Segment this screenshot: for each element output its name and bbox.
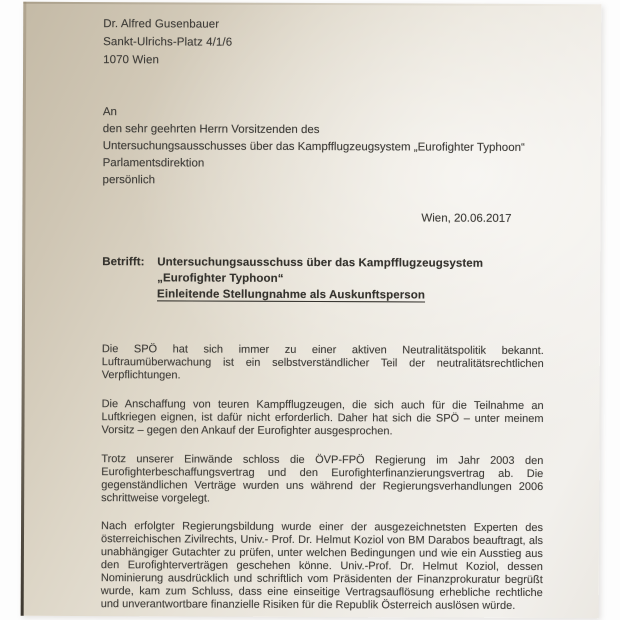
subject-lines — [157, 254, 483, 303]
letter-content — [21, 2, 602, 619]
recipient-line-personal: persönlich — [102, 174, 156, 187]
recipient-line-committee: Untersuchungsausschusses über das Kampfflugzeugsystem „Eurofighter Typhoon“ — [102, 140, 525, 154]
recipient-line-direction: Parlamentsdirektion — [102, 157, 205, 170]
body-paragraph-2: Die Anschaffung von teuren Kampfflugzeugen, die sich auch für die Teilnahme an Luftkriegen eignen, ist dafür nicht erforderlich. Daher hat sich die SPÖ – unter meinem Vorsitz – gegen den Ankauf der Eurofighter ausgesprochen. — [101, 398, 544, 438]
sender-line-street: Sankt-Ulrichs-Platz 4/1/6 — [103, 36, 233, 49]
sender-line-name: Dr. Alfred Gusenbauer — [103, 18, 220, 31]
recipient-line-chairman: den sehr geehrten Herrn Vorsitzenden des — [102, 123, 320, 137]
subject-line-committee: Untersuchungsausschuss über das Kampfflugzeugsystem — [157, 256, 484, 270]
sender-line-city: 1070 Wien — [103, 54, 160, 67]
subject-label: Betrifft: — [102, 256, 145, 269]
recipient-line-an: An — [102, 106, 117, 119]
body-paragraph-4: Nach erfolgter Regierungsbildung wurde einer der ausgezeichnetsten Experten des österreichischen Zivilrechts, Univ.- Prof. Dr. Helmut Koziol von BM Darabos beauftragt, als unabhängiger Gutachter zu prüfen, unter welchen Bedingungen und wie ein Ausstieg aus den Eurofighterverträgen geschehen könne. Univ.-Prof. Dr. Helmut Koziol, dessen Nominierung ausdrücklich und schriftlich vom Präsidenten der Finanzprokuratur begrüßt wurde, kam zum Schluss, dass eine einseitige Vertragsauflösung erhebliche rechtliche und unverantwortbare finanzielle Risiken für die Republik Österreich auslösen würde. — [100, 520, 544, 612]
body-paragraph-3: Trotz unserer Einwände schloss die ÖVP-FPÖ Regierung im Jahr 2003 den Eurofighterbeschaffungsvertrag und den Eurofighterfinanzierungsvertrag ab. Die gegenständlichen Verträge wurden uns während der Regierungsverhandlungen 2006 schrittweise vorgelegt. — [101, 453, 544, 505]
date-line: Wien, 20.06.2017 — [421, 212, 512, 225]
body-paragraph-1: Die SPÖ hat sich immer zu einer aktiven Neutralitätspolitik bekannt. Luftraumüberwachung ist ein selbstverständlicher Teil der neutralitätsrechtlichen Verpflichtungen. — [101, 343, 544, 382]
subject-block — [102, 254, 544, 304]
subject-line-quote: „Eurofighter Typhoon“ — [157, 272, 284, 285]
letter-body — [101, 343, 544, 613]
letter-paper — [21, 2, 602, 619]
sender-address-block — [103, 15, 545, 71]
subject-line-statement: Einleitende Stellungnahme als Auskunftsperson — [157, 288, 426, 302]
recipient-address-block — [103, 104, 545, 191]
